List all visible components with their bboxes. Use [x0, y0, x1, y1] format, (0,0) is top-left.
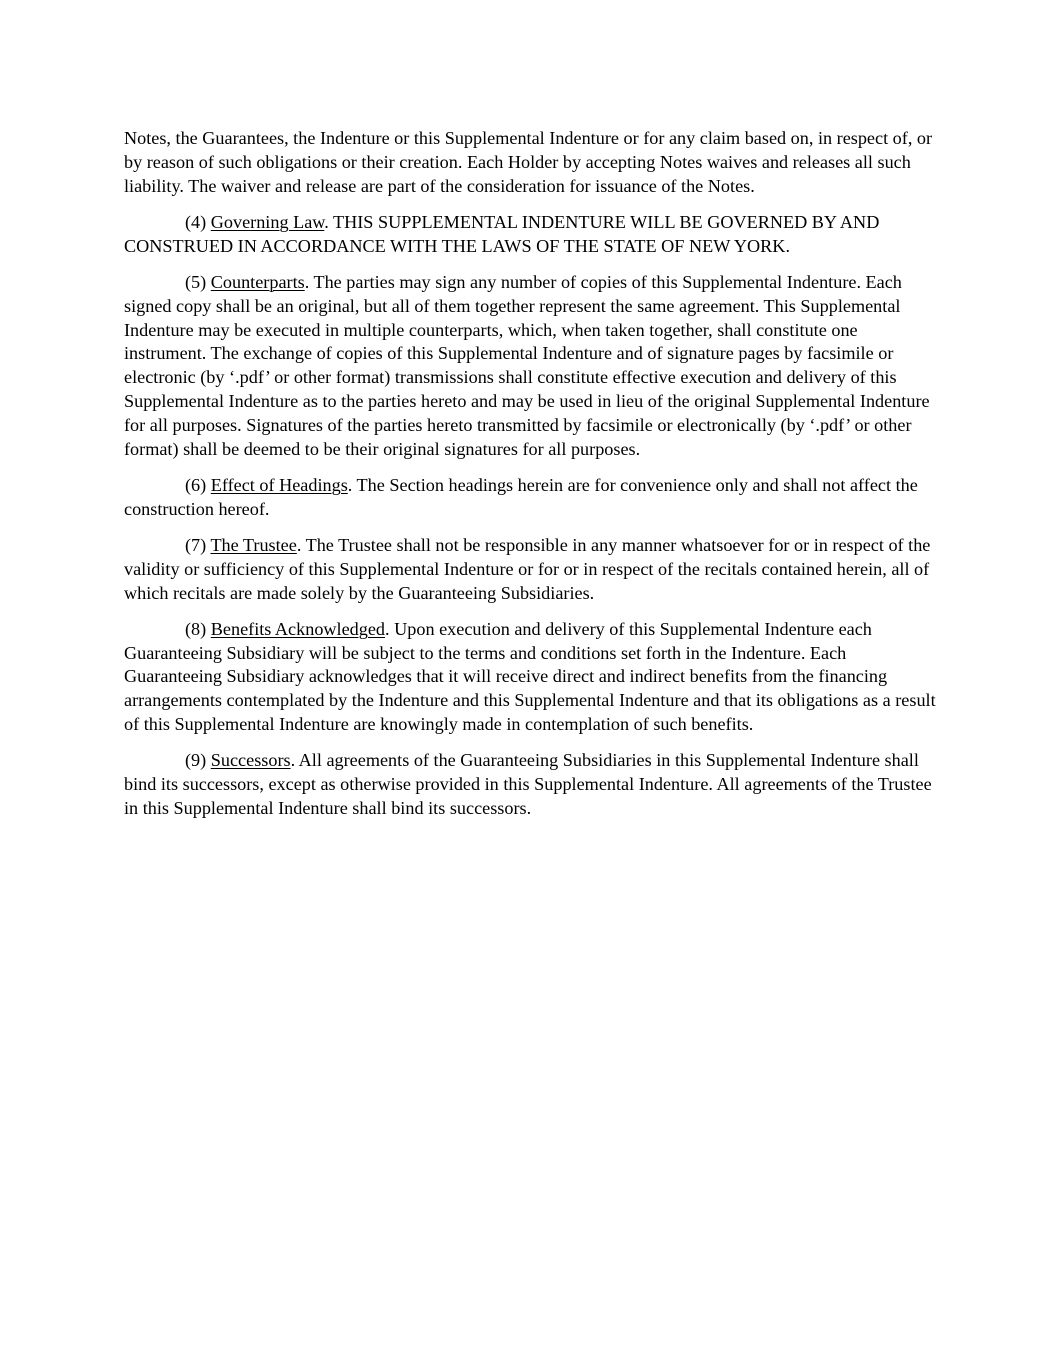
section-heading: Successors	[210, 750, 291, 771]
section-number: (5)	[185, 271, 211, 292]
section-heading: Counterparts	[210, 271, 305, 292]
paragraph-text: Notes, the Guarantees, the Indenture or this Supplemental Indenture or for any claim based on, in respect of, or by reason of such obligations or their creation. Each Holder by accepting Notes waives and releases all such liability. The waiver and release are part of the consideration for issuance of the Notes.	[124, 128, 933, 196]
section-benefits-acknowledged	[124, 618, 936, 737]
section-number: (7)	[185, 534, 211, 555]
section-governing-law	[124, 211, 936, 259]
section-text: . THIS SUPPLEMENTAL INDENTURE WILL BE GOVERNED BY AND CONSTRUED IN ACCORDANCE WITH THE LAWS OF THE STATE OF NEW YORK.	[124, 211, 880, 256]
section-text: . All agreements of the Guaranteeing Subsidiaries in this Supplemental Indenture shall bind its successors, except as otherwise provided in this Supplemental Indenture. All agreements of the Trustee in this Supplemental Indenture shall bind its successors.	[124, 750, 932, 818]
section-heading: Effect of Headings	[210, 474, 348, 495]
document-page	[124, 127, 936, 833]
section-number: (4)	[185, 211, 211, 232]
section-number: (9)	[185, 750, 211, 771]
section-number: (8)	[185, 618, 211, 639]
section-heading: Governing Law	[210, 211, 325, 232]
section-text: . The Section headings herein are for convenience only and shall not affect the construction hereof.	[124, 474, 918, 519]
section-heading: Benefits Acknowledged	[210, 618, 386, 639]
section-the-trustee	[124, 534, 936, 605]
section-effect-of-headings	[124, 474, 936, 522]
section-text: . The parties may sign any number of copies of this Supplemental Indenture. Each signed copy shall be an original, but all of them together represent the same agreement. This Supplemental Indenture may be executed in multiple counterparts, which, when taken together, shall constitute one instrument. The exchange of copies of this Supplemental Indenture and of signature pages by facsimile or electronic (by ‘.pdf’ or other format) transmissions shall constitute effective execution and delivery of this Supplemental Indenture as to the parties hereto and may be used in lieu of the original Supplemental Indenture for all purposes. Signatures of the parties hereto transmitted by facsimile or electronically (by ‘.pdf’ or other format) shall be deemed to be their original signatures for all purposes.	[124, 271, 930, 459]
section-heading: The Trustee	[210, 534, 297, 555]
section-text: . The Trustee shall not be responsible in any manner whatsoever for or in respect of the validity or sufficiency of this Supplemental Indenture or for or in respect of the recitals contained herein, all of which recitals are made solely by the Guaranteeing Subsidiaries.	[124, 534, 931, 603]
section-counterparts	[124, 271, 936, 461]
section-number: (6)	[185, 474, 211, 495]
paragraph-continuation	[124, 127, 936, 198]
section-text: . Upon execution and delivery of this Supplemental Indenture each Guaranteeing Subsidiary will be subject to the terms and conditions set forth in the Indenture. Each Guaranteeing Subsidiary acknowledges that it will receive direct and indirect benefits from the financing arrangements contemplated by the Indenture and this Supplemental Indenture and that its obligations as a result of this Supplemental Indenture are knowingly made in contemplation of such benefits.	[124, 618, 936, 735]
section-successors	[124, 749, 936, 820]
